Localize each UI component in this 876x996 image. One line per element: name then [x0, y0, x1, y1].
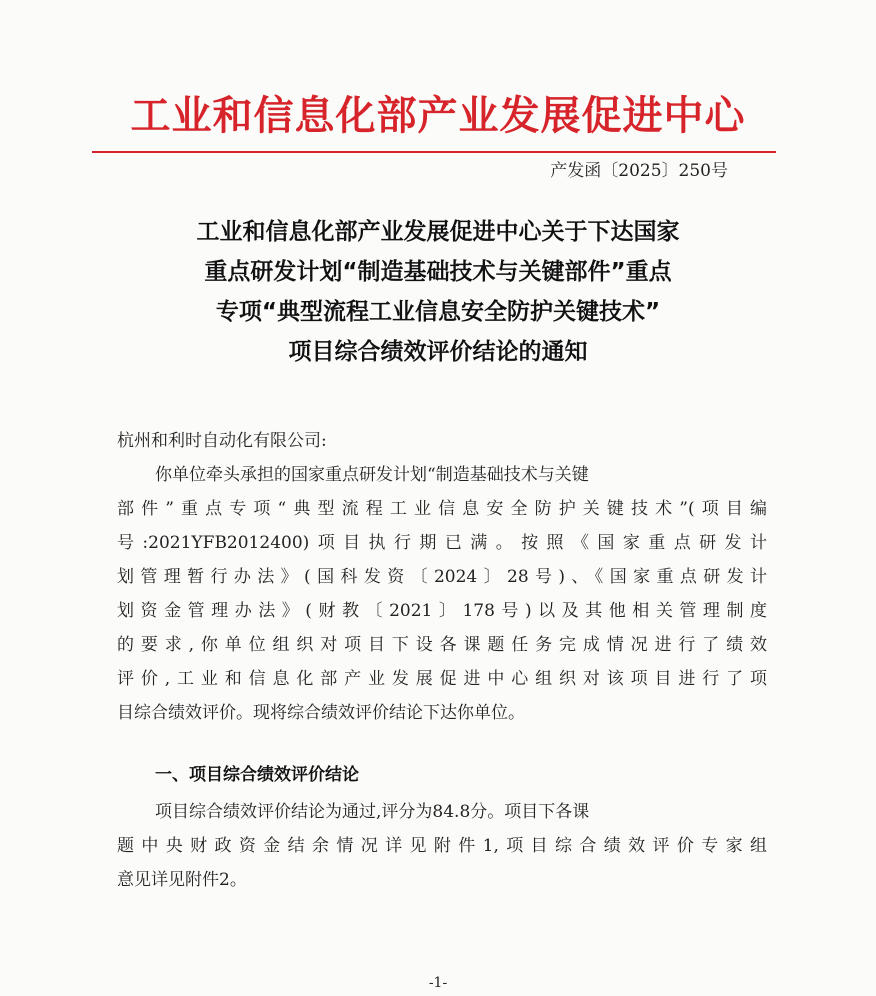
title-line: 专项“典型流程工业信息安全防护关键技术”	[215, 299, 661, 325]
paragraph-line: 评价,工业和信息化部产业发展促进中心组织对该项目进行了项	[117, 669, 767, 689]
paragraph-line: 题中央财政资金结余情况详见附件1,项目综合绩效评价专家组	[117, 836, 767, 856]
paragraph-line: 目综合绩效评价。现将综合绩效评价结论下达你单位。	[117, 703, 525, 723]
paragraph-line: 划管理暂行办法》(国科发资〔2024〕28号)、《国家重点研发计	[117, 567, 767, 587]
paragraph-line: 你单位牵头承担的国家重点研发计划“制造基础技术与关键	[155, 465, 589, 485]
addressee: 杭州和利时自动化有限公司:	[117, 431, 327, 451]
paragraph-line: 项目综合绩效评价结论为通过,评分为84.8分。项目下各课	[155, 802, 590, 822]
paragraph-line: 意见详见附件2。	[117, 870, 247, 890]
paragraph-line: 的要求,你单位组织对项目下设各课题任务完成情况进行了绩效	[117, 635, 767, 655]
title-line: 工业和信息化部产业发展促进中心关于下达国家	[196, 219, 680, 245]
body-paragraph-1	[117, 458, 767, 730]
document-number: 产发函〔2025〕250号	[550, 161, 728, 181]
paragraph-line: 号:2021YFB2012400)项目执行期已满。按照《国家重点研发计	[117, 533, 767, 553]
title-line: 项目综合绩效评价结论的通知	[288, 339, 588, 365]
section-heading-1: 一、项目综合绩效评价结论	[155, 765, 359, 785]
notice-title	[90, 212, 786, 372]
letterhead-title: 工业和信息化部产业发展促进中心	[130, 92, 746, 139]
paragraph-line: 部件”重点专项“典型流程工业信息安全防护关键技术”(项目编	[117, 499, 767, 519]
body-paragraph-2	[117, 795, 767, 897]
page-number: -1-	[428, 975, 448, 991]
title-line: 重点研发计划“制造基础技术与关键部件”重点	[204, 259, 672, 285]
letterhead-red-rule	[92, 151, 776, 153]
paragraph-line: 划资金管理办法》(财教〔2021〕178号)以及其他相关管理制度	[117, 601, 767, 621]
